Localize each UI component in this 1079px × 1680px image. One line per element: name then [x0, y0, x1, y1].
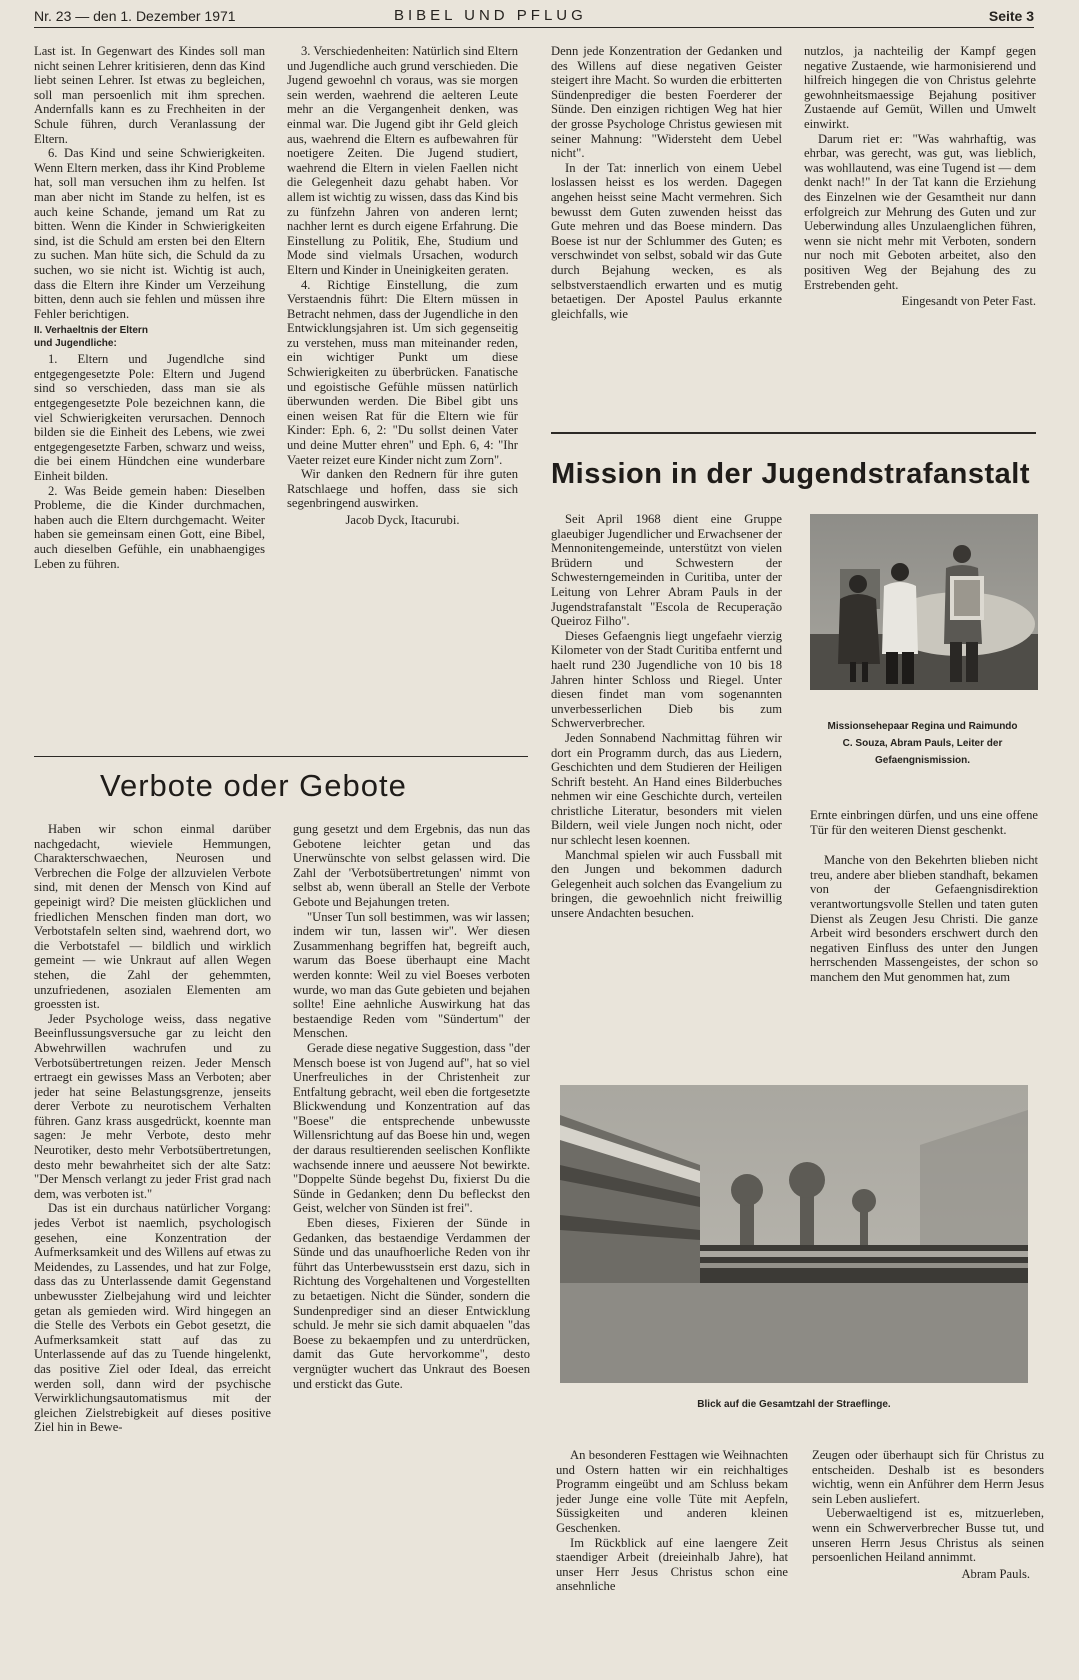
- author-signature: Jacob Dyck, Itacurubi.: [345, 513, 460, 527]
- page-header: [34, 6, 1034, 28]
- page-number: Seite 3: [988, 8, 1034, 24]
- paragraph: Zeugen oder überhaupt sich für Christus zu entscheiden. Deshalb ist es besonders wichtig, wenn ein Anführer dem Herrn Jesus sein Leben ausliefert.: [812, 1448, 1044, 1506]
- paragraph: Jeder Psychologe weiss, dass negative Beeinflussungsversuche gar zu leicht den Abwehrwillen wachrufen und zu Verbotsübertretungen reizen. Jeder Mensch ertraegt ein gewisses Mass an Verboten; aber jeder hat seine Belastungsgrenze, jenseits derer Verbote zu neurotischem Verhalten führen. Ganz krass ausgedrückt, koennte man sagen: Je mehr Verbote, desto mehr Neurotiker, desto mehr Verbotsübertretungen, desto mehr bewahrheitet sich der alte Satz: "Der Mensch verlangt zu jeder Frist grad nach dem, was verboten ist.": [34, 1011, 271, 1201]
- paragraph: Haben wir schon einmal darüber nachgedacht, wieviele Hemmungen, Charakterschwaechen, Neurosen und Verbrechen die Folge der allzuvielen Verbote sind, mit denen der Mensch von Kind auf gepeinigt wird? Die meisten glücklichen und friedlichen Menschen finden man dort, wo Verbotstafeln selten sind, waehrend dort, wo die Verbotstafel — bildlich und wirklich gemeint — wie Unkraut auf allen Wegen stehen, die Zahl der gehemmten, unzufriedenen, asozialen Elementen am groessten ist.: [34, 822, 271, 1012]
- prisoners-group-photo-image: [560, 1085, 1028, 1383]
- paragraph: An besonderen Festtagen wie Weihnachten und Ostern hatten wir ein reichhaltiges Programm eingeübt und am Schluss bekam jeder Junge eine volle Tüte mit Aepfeln, Süssigkeiten und anderen kleinen Geschenken.: [556, 1448, 788, 1535]
- mission-col2: [810, 808, 1038, 1068]
- section-divider-verbote: [34, 756, 528, 757]
- mission-headline: Mission in der Jugendstrafanstalt: [551, 458, 1030, 490]
- paragraph: Last ist. In Gegenwart des Kindes soll man nicht seinen Lehrer kritisieren, denn das Kind liebt seinen Lehrer. Ist etwas zu begleichen, soll man persoenlich mit ihm sprechen. Andernfalls kann es zu Frechheiten in der Schule führen, durch Veranlassung der Eltern.: [34, 44, 265, 146]
- article-continuation-col2: [287, 44, 518, 744]
- paragraph: Ueberwaeltigend ist es, mitzuerleben, wenn ein Schwerverbrecher Busse tut, und unseren Herrn Jesus Christus als seinen persoenlichen Heiland annimmt.: [812, 1506, 1044, 1565]
- paragraph: 4. Richtige Einstellung, die zum Verstaendnis führt: Die Eltern müssen in Betracht nehmen, dass der Jugendliche in den Entwicklungsjahren ist. Um sich gegenseitig zu verstehen, muss man miteinander reden, ein wichtiger Punkt um diese Schwierigkeiten zu überbrücken. Fanatische und egoistische Gefühle müssen natürlich überwunden werden. Die Bibel gibt uns einen weisen Rat für die Eltern wie für Kinder: Eph. 6, 2: "Du sollst deinen Vater und deine Mutter ehren" und Eph. 6, 4: "Ihr Vaeter reizet eure Kinder nicht zum Zorn".: [287, 277, 518, 467]
- paragraph: Jeden Sonnabend Nachmittag führen wir dort ein Programm durch, das aus Liedern, Geschichten und dem Studieren der Heiligen Schrift besteht. An Hand eines Bilderbuches nehmen wir eine Geschichte durch, verteilen christliche Literatur, besonders mit vielen Bildern, weil viele Jungen noch nicht, oder nur schlecht lesen koennen.: [551, 730, 782, 848]
- author-signature: Eingesandt von Peter Fast.: [901, 294, 1036, 309]
- photo2-caption: Blick auf die Gesamtzahl der Straeflinge.: [697, 1399, 891, 1410]
- article-continuation-col1: [34, 44, 265, 744]
- paragraph: 6. Das Kind und seine Schwierigkeiten. Wenn Eltern merken, dass ihr Kind Probleme hat, soll man versuchen ihm zu helfen. Ist man aber nicht im Stande zu helfen, ist es auch keine Schande, jemand um Rat zu bitten. Wenn die Kinder in Schwierigkeiten sind, ist die Schuld am ersten bei den Eltern zu suchen. Man hüte sich, die Schuld da zu suchen, wo sie nicht ist. Wichtig ist auch, dass die Eltern ihre Kinder um Verzeihung bitten, denn auch sie fehlen und müssen ihre Fehler berichtigen.: [34, 146, 265, 321]
- prisoners-group-photo: [560, 1085, 1028, 1383]
- paragraph: Eben dieses, Fixieren der Sünde in Gedanken, das bestaendige Verdammen der Sünde und das unaufhoerliche Reden von ihr führt das Unterbewusstsein erst dazu, sich in Richtung des Vorgehaltenen und Vorgestellten zu betaetigen. Nicht die Sünder, sondern die Sundenprediger sind an dieser Entwicklung schuld. Je mehr sie sich damit abquaelen "das Boese zu bekaempfen und zu unterdrücken, damit das Gute hervorkomme", desto vergnügter wuchert das Unkraut des Boesen und erstickt das Gute.: [293, 1216, 530, 1391]
- paragraph: In der Tat: innerlich von einem Uebel loslassen heisst es los werden. Dagegen angehen heisst seine Macht vermehren. Sich bewusst dem Guten zuwenden heisst das Gute mehren und das Boese mindern. Das Boese ist nur der Schlummer des Guten; es verschwindet von selbst, sobald wir das Gute durch Bejahung wecken, es als selbstverstaendlich erwarten und es mutig betaetigen. Der Apostel Paulus erkannte gleichfalls, wie: [551, 160, 782, 321]
- header-rule: [34, 27, 1034, 28]
- missionaries-photo: [810, 514, 1038, 690]
- newspaper-title: BIBEL UND PFLUG: [394, 7, 587, 24]
- paragraph: Das ist ein durchaus natürlicher Vorgang: jedes Verbot ist naemlich, psychologisch gesehen, eine Konzentration der Aufmerksamkeit und des Willens auf etwas zu Meidendes, zu Lassendes, und hat zur Folge, dass das zu Unterlassende damit Gegenstand unbewusster Zielbejahung wird und leichter getan als gemieden wird. Wird hingegen an die Stelle des Verbots ein Gebot gesetzt, die Aufmerksamkeit statt auf das zu Unterlassende auf das zu Tuende hingelenkt, das positive Ziel oder Ideal, das erreicht werden soll, dann wird der psychische Verwirklichungsautomatismus mit der gleichen Zielstrebigkeit auf dieses positive Ziel hin in Bewe-: [34, 1201, 271, 1435]
- paragraph: Manche von den Bekehrten blieben nicht treu, andere aber blieben standhaft, bekamen von der Gefaengnisdirektion verantwortungsvolle Stellen und taten guten Dienst als Zeugen Jesu Christi. Die ganze Arbeit wird besonders erschwert durch den negativen Einfluss des unter den Jungen herrschenden Massengeistes, der schon so manchem den Mut genommen hat, zum: [810, 853, 1038, 984]
- section-divider: [551, 432, 1036, 434]
- paragraph: 3. Verschiedenheiten: Natürlich sind Eltern und Jugendliche auch grund verschieden. Die Jugend gewoehnl ch voraus, was sie morgen sein werden, waehrend die aelteren Leute mehr an die Vergangenheit denken, was einmal war. Die Jugend gibt ihr Geld gleich aus, waehrend die Eltern es aufbewahren für noetigere Zeiten. Die Jugend studiert, waehrend die Eltern in vielen Faellen nicht die Gelegenheit dazu gehabt haben. Vor allem ist wichtig zu wissen, dass das Kind bis zu fünfzehn Jahren von anderen lernt; nachher lernt es durch eigene Erfahrung. Die Einstellung zu Politik, Ehe, Studium und Mode sind vielmals Ursachen, wodurch Eltern und Kinder in Uneinigkeiten geraten.: [287, 44, 518, 277]
- verbote-col2: [293, 822, 530, 1652]
- issue-number: Nr. 23 — den 1. Dezember 1971: [34, 8, 236, 24]
- paragraph: "Unser Tun soll bestimmen, was wir lassen; indem wir tun, lassen wir". Wer diesen Zusammenhang begriffen hat, begreift auch, warum das Boese überhaupt eine Macht werden konnte: Weil zu viel Boeses verboten wurde, wo man das Gute gebieten und bejahen sollte! Eine aehnliche Auswirkung hat das bestaendige Reden vom "Sündertum" der Menschen.: [293, 909, 530, 1041]
- verbote-headline: Verbote oder Gebote: [100, 768, 407, 803]
- paragraph: Manchmal spielen wir auch Fussball mit den Jungen und bekommen dadurch Gelegenheit auch solchen das Evangelium zu bringen, die gewoehnlich nicht freiwillig unsere Andachten besuchen.: [551, 847, 782, 921]
- missionaries-photo-image: [810, 514, 1038, 690]
- paragraph: nutzlos, ja nachteilig der Kampf gegen negative Zustaende, wie harmonisierend und hilfreich hingegen die von Christus gelehrte gewohnheitsmaessige Bejahung positiver Zustaende auf Gemüt, Willen und Umwelt einwirkt.: [804, 44, 1036, 131]
- mission-col1: [551, 512, 782, 1062]
- paragraph: Darum riet er: "Was wahrhaftig, was ehrbar, was gerecht, was gut, was lieblich, was wohllautend, was eine Tugend ist — dem denkt nach!" In der Tat kann die Erziehung des Einzelnen wie der Gesamtheit nur dann erfolgreich zur Mehrung des Guten und zur Ueberwindung alles Unzulaenglichen führen, wenn sie nicht mehr mit Verboten, sondern nur noch mit Geboten arbeitet, also den positiven Weg der Bejahung des zu Erstrebenden geht.: [804, 131, 1036, 292]
- paragraph: Gerade diese negative Suggestion, dass "der Mensch boese ist von Jugend auf", hat so viel Unerfreuliches in der Christenheit zur Entfaltung gebracht, weil eben die fortgesetzte Blickwendung und Konzentration auf das "Boese" die entsprechende unbewusste Willensrichtung auf das Boese hin und, wegen der daraus resultierenden seelischen Konflikte wachsende innere und aeussere Not bewirkte. "Doppelte Sünde begehst Du, fixierst Du die Sünde in Gedanken; denn Du befleckst den Geist, welcher von Sünden ist frei".: [293, 1040, 530, 1216]
- mission-col4: [812, 1448, 1044, 1630]
- author-signature: Abram Pauls.: [961, 1566, 1030, 1581]
- paragraph: 1. Eltern und Jugendlche sind entgegengesetzte Pole: Eltern und Jugend sind so verschieden, dass man sie als entgegengesetzte Pole bezeichnen kann, die viel Schwierigkeiten verursachen. Dennoch bilden sie die Einheit des Lebens, wie zwei entgegengesetzte Farben, schwarz und weiss, die bei einem Hündchen eine wunderbare Einheit bilden.: [34, 352, 265, 484]
- mission-col3: [556, 1448, 788, 1630]
- paragraph: 2. Was Beide gemein haben: Dieselben Probleme, die die Kinder durchmachen, haben auch die Eltern durchgemacht. Weiter haben sie gemeinsam einen Gott, eine Bibel, auch dieselben Gefühle, ein unabhaengiges Leben zu führen.: [34, 483, 265, 571]
- article-continuation-col3: [551, 44, 782, 414]
- paragraph: Dieses Gefaengnis liegt ungefaehr vierzig Kilometer von der Stadt Curitiba entfernt und haelt rund 230 Jugendliche von 10 bis 18 Jahren hinter Schloss und Riegel. Unter diesen findet man vom sogenannten unverbesserlichen Dieb bis zum Schwerverbrecher.: [551, 628, 782, 731]
- paragraph: gung gesetzt und dem Ergebnis, das nun das Gebotene leichter getan und das Unerwünschte von selbst gelassen wird. Die Zahl der 'Verbotsübertretungen' nimmt von selbst ab, wenn überall an Stelle der Verbote Gebote und Bejahungen treten.: [293, 822, 530, 909]
- paragraph: Denn jede Konzentration der Gedanken und des Willens auf diese negativen Geister steigert ihre Macht. So wurden die erbitterten Sündenprediger die besten Foerderer der Sünde. Den einzigen richtigen Weg hat hier der grosse Psychologe Christus gewiesen mit seiner Mahnung: "Widersteht dem Uebel nicht".: [551, 44, 782, 161]
- article-continuation-col4: [804, 44, 1036, 414]
- paragraph: Seit April 1968 dient eine Gruppe glaeubiger Jugendlicher und Erwachsener der Mennonitengemeinde, unterstützt von vielen Brüdern und Schwestern der Schwesterngemeinden in Curitiba, unter der Leitung von Lehrer Abram Pauls in der Jugendstrafanstalt "Escola de Recuperação Queiroz Filho".: [551, 512, 782, 629]
- photo1-caption: Missionsehepaar Regina und Raimundo C. Souza, Abram Pauls, Leiter der Gefaengnismission.: [827, 721, 1018, 766]
- paragraph: Im Rückblick auf eine laengere Zeit staendiger Arbeit (dreieinhalb Jahre), hat unser Herr Jesus Christus schon eine ansehnliche: [556, 1535, 788, 1594]
- paragraph: Ernte einbringen dürfen, und uns eine offene Tür für den weiteren Dienst geschenkt.: [810, 808, 1038, 837]
- verbote-col1: [34, 822, 271, 1652]
- paragraph: Wir danken den Rednern für ihre guten Ratschlaege und hoffen, dass sie sich segenbringend auswirken.: [287, 467, 518, 511]
- section-heading: II. Verhaeltnis der Eltern und Jugendliche:: [34, 325, 148, 350]
